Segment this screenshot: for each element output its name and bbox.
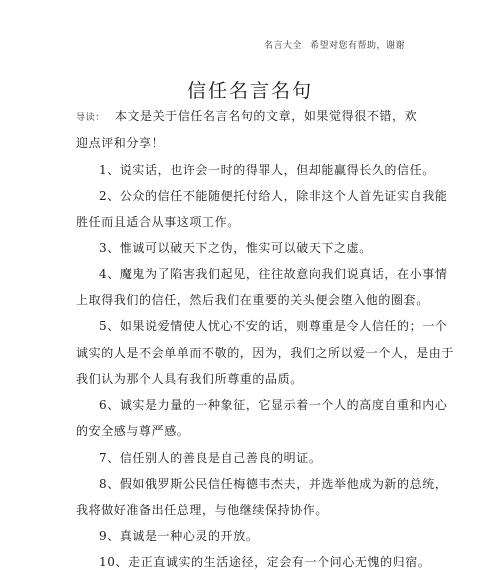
quote-5-line-2: 诚实的人是不会单单而不敬的，因为，我们之所以爱一个人，是由于 [76,346,455,360]
quote-9: 9、真诚是一种心灵的开放。 [99,529,259,543]
header-note [264,38,405,51]
header-message: 希望对您有帮助，谢谢 [310,41,406,51]
quote-2-line-2: 胜任而且适合从事这项工作。 [76,215,240,229]
quote-7: 7、信任别人的善良是自己善良的明证。 [99,451,322,465]
intro-text-1: 本文是关于信任名言名句的文章，如果觉得很不错，欢 [114,109,418,123]
quote-4-line-1: 4、魔鬼为了陷害我们起见，往往故意向我们说真话，在小事情 [99,267,448,281]
document-title: 信任名言名句 [186,80,313,102]
quote-3: 3、惟诚可以破天下之伪，惟实可以破天下之虚。 [99,241,372,255]
quote-8-line-1: 8、假如俄罗斯公民信任梅德韦杰夫，并选举他成为新的总统， [99,477,448,491]
intro-line-2: 迎点评和分享！ [76,136,165,150]
header-site: 名言大全 [264,41,303,51]
quote-8-line-2: 我将做好准备出任总理，与他继续保持协作。 [76,503,329,517]
quote-10: 10、走正直诚实的生活途径，定会有一个问心无愧的归宿。 [99,555,431,569]
quote-6-line-1: 6、诚实是力量的一种象征，它显示着一个人的高度自重和内心 [99,398,448,412]
intro-line-1 [76,107,417,124]
quote-6-line-2: 的安全感与尊严感。 [76,424,190,438]
quote-1: 1、说实话，也许会一时的得罪人，但却能赢得长久的信任。 [99,163,435,177]
quote-4-line-2: 上取得我们的信任，然后我们在重要的关头便会堕入他的圈套。 [76,293,429,307]
quote-2-line-1: 2、公众的信任不能随便托付给人，除非这个人首先证实自我能 [99,189,448,203]
quote-5-line-3: 我们认为那个人具有我们所尊重的品质。 [76,372,303,386]
intro-label: 导读： [76,113,105,123]
quote-5-line-1: 5、如果说爱情使人忧心不安的话，则尊重是令人信任的；一个 [99,319,448,333]
